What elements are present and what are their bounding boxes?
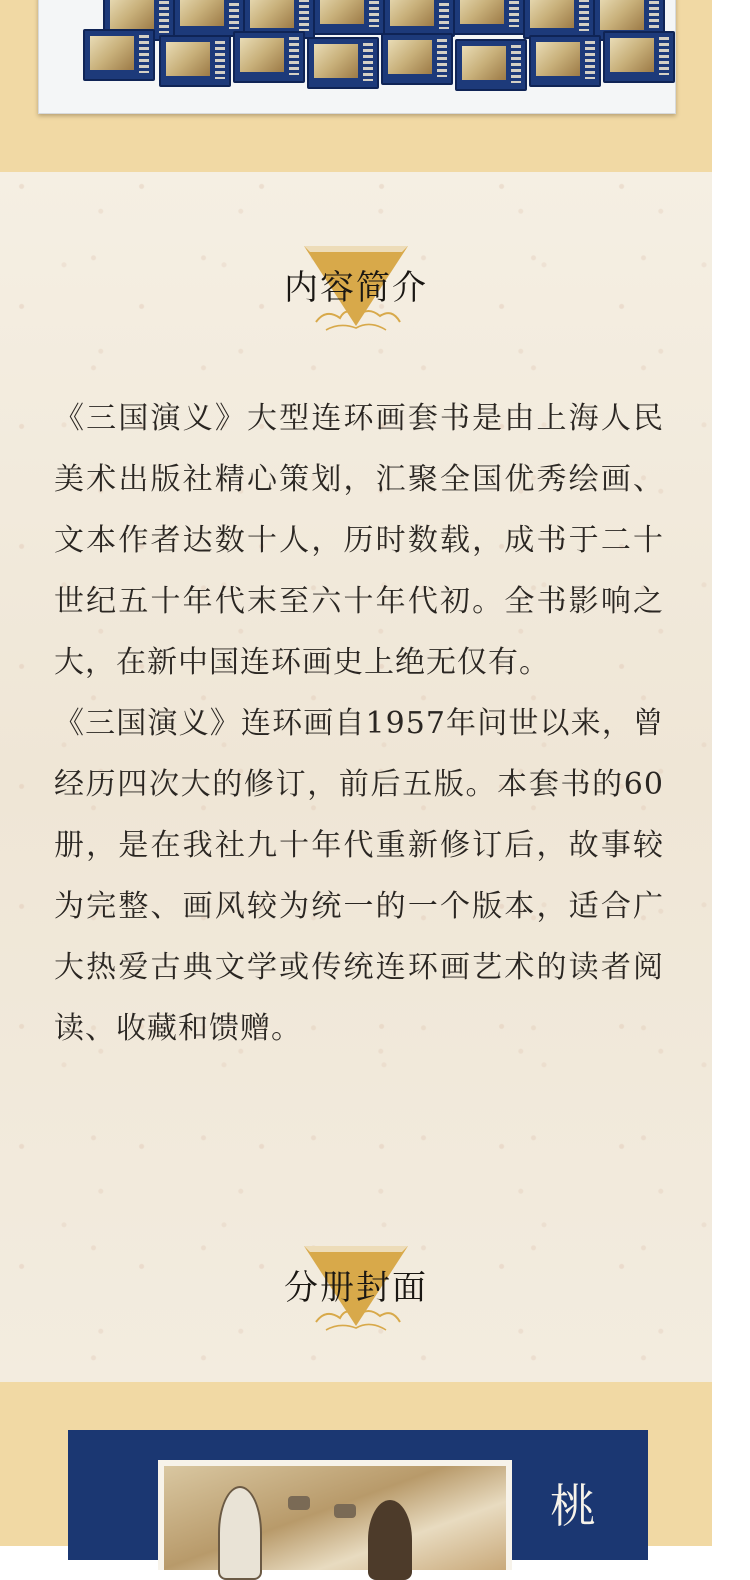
book-cover-thumbnail: [233, 31, 305, 83]
cup-illustration: [288, 1496, 310, 1510]
book-cover-thumbnail: [381, 33, 453, 85]
book-cover-thumbnail: [159, 35, 231, 87]
cup-illustration: [334, 1504, 356, 1518]
figure-illustration: [218, 1486, 262, 1580]
intro-paragraph: 《三国演义》连环画自1957年问世以来，曾经历四次大的修订，前后五版。本套书的60册，是在我社九十年代重新修订后，故事较为完整、画风较为统一的一个版本，适合广大热爱古典文学或传统连环画艺术的读者阅读、收藏和馈赠。: [54, 706, 664, 1046]
section-title: 内容简介: [284, 268, 428, 308]
book-cover-thumbnail: [313, 0, 385, 35]
book-stack-image: [63, 0, 683, 91]
volume-cover-image: [68, 1430, 648, 1560]
book-cover-thumbnail: [453, 0, 525, 35]
intro-paragraph: 《三国演义》大型连环画套书是由上海人民美术出版社精心策划，汇聚全国优秀绘画、文本作者达数十人，历时数载，成书于二十世纪五十年代末至六十年代初。全书影响之大，在新中国连环画史上绝无仅有。: [54, 401, 664, 680]
section-title: 分册封面: [284, 1268, 428, 1308]
book-cover-thumbnail: [603, 31, 675, 83]
collection-banner: [0, 0, 712, 172]
book-cover-thumbnail: [83, 29, 155, 81]
cover-preview-section: [0, 1382, 712, 1546]
cover-illustration: [158, 1460, 512, 1570]
intro-text: [54, 388, 664, 1059]
book-cover-thumbnail: [523, 0, 595, 39]
covers-heading: [0, 1244, 712, 1344]
figure-illustration: [368, 1500, 412, 1580]
book-cover-thumbnail: [455, 39, 527, 91]
collection-photo: [38, 0, 676, 114]
intro-heading: [0, 244, 712, 344]
book-cover-thumbnail: [383, 0, 455, 37]
book-cover-thumbnail: [307, 37, 379, 89]
cover-title-glyph: 桃: [550, 1479, 596, 1533]
book-cover-thumbnail: [529, 35, 601, 87]
